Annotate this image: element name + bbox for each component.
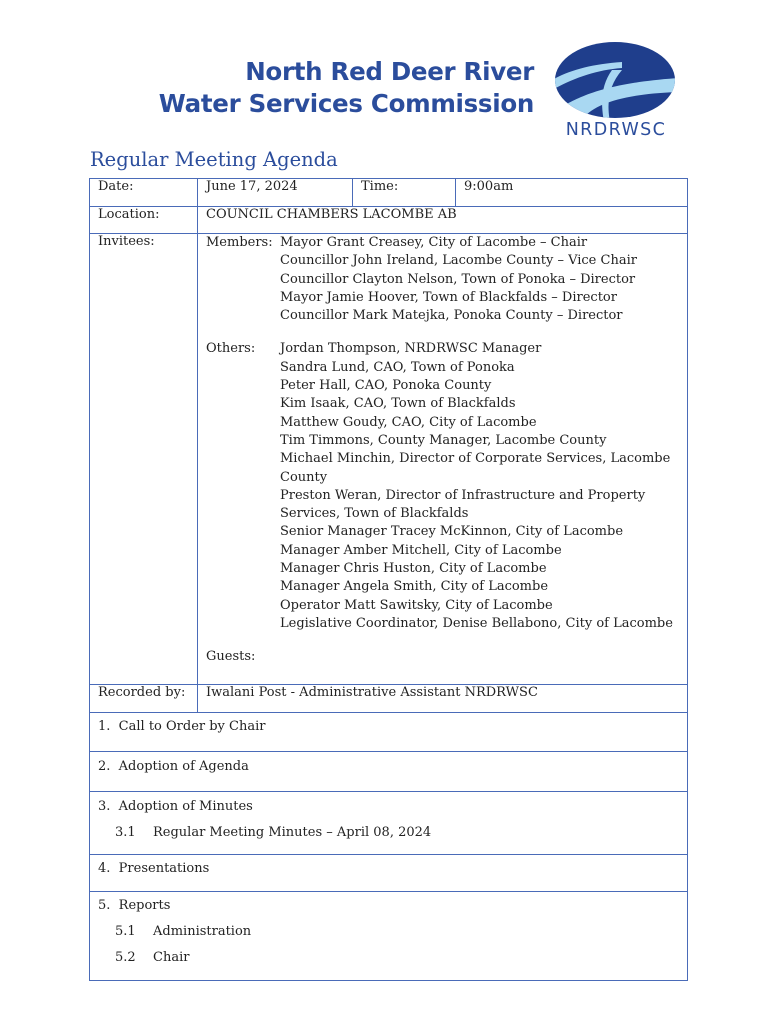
page-title: Regular Meeting Agenda xyxy=(90,148,338,171)
other-item: Manager Amber Mitchell, City of Lacombe xyxy=(280,542,562,558)
other-item: Peter Hall, CAO, Ponoka County xyxy=(280,378,492,394)
agenda-item-5 xyxy=(90,892,688,981)
org-title-line2: Water Services Commission xyxy=(158,89,534,118)
sub-item-text: Administration xyxy=(153,924,252,939)
other-item: Sandra Lund, CAO, Town of Ponoka xyxy=(280,359,515,375)
guests-label: Guests: xyxy=(206,649,256,665)
item-number: 2. xyxy=(98,759,111,774)
date-label: Date: xyxy=(90,179,198,207)
members-label: Members: xyxy=(206,235,273,250)
item-number: 3. xyxy=(98,799,111,814)
other-item: Legislative Coordinator, Denise Bellabono, City of Lacombe xyxy=(280,615,673,631)
other-item: Senior Manager Tracey McKinnon, City of Lacombe xyxy=(280,524,624,540)
org-title xyxy=(159,56,534,120)
sub-item-number: 5.2 xyxy=(115,950,136,965)
recorded-by-value: Iwalani Post - Administrative Assistant NRDRWSC xyxy=(198,685,688,713)
time-value: 9:00am xyxy=(456,179,688,207)
org-title-line1: North Red Deer River xyxy=(245,57,534,86)
member-item: Mayor Jamie Hoover, Town of Blackfalds – Director xyxy=(280,289,617,305)
sub-item xyxy=(98,923,679,941)
other-item: Services, Town of Blackfalds xyxy=(280,506,469,522)
members-list xyxy=(280,234,637,325)
member-item: Mayor Grant Creasey, City of Lacombe – Chair xyxy=(280,235,588,250)
invitees-cell xyxy=(198,234,688,685)
member-item: Councillor Mark Matejka, Ponoka County – Director xyxy=(280,308,623,324)
item-number: 5. xyxy=(98,898,111,913)
others-label: Others: xyxy=(206,341,256,357)
agenda-table xyxy=(89,178,688,981)
other-item: County xyxy=(280,469,328,485)
item-number: 1. xyxy=(98,719,111,734)
member-item: Councillor John Ireland, Lacombe County – Vice Chair xyxy=(280,253,637,269)
member-item: Councillor Clayton Nelson, Town of Ponoka – Director xyxy=(280,271,636,287)
agenda-item-2 xyxy=(90,752,688,792)
sub-item-text: Chair xyxy=(153,950,190,965)
time-label: Time: xyxy=(353,179,456,207)
other-item: Preston Weran, Director of Infrastructure and Property xyxy=(280,487,646,503)
sub-item xyxy=(98,949,679,967)
sub-item xyxy=(98,824,679,842)
item-text: Adoption of Agenda xyxy=(118,759,249,774)
sub-item-number: 3.1 xyxy=(115,825,136,840)
agenda-item-4 xyxy=(90,855,688,892)
others-list xyxy=(280,340,673,633)
other-item: Kim Isaak, CAO, Town of Blackfalds xyxy=(280,396,516,412)
date-row xyxy=(90,179,688,207)
other-item: Matthew Goudy, CAO, City of Lacombe xyxy=(280,414,537,430)
members-group xyxy=(206,234,679,325)
sub-item-number: 5.1 xyxy=(115,924,136,939)
item-text: Presentations xyxy=(118,861,210,876)
other-item: Operator Matt Sawitsky, City of Lacombe xyxy=(280,597,553,613)
recorded-by-label: Recorded by: xyxy=(90,685,198,713)
others-group xyxy=(206,340,679,633)
item-text: Call to Order by Chair xyxy=(118,719,266,734)
date-value: June 17, 2024 xyxy=(198,179,353,207)
location-label: Location: xyxy=(90,207,198,234)
invitees-row xyxy=(90,234,688,685)
other-item: Manager Chris Huston, City of Lacombe xyxy=(280,561,547,577)
location-row xyxy=(90,207,688,234)
invitees-label: Invitees: xyxy=(90,234,198,685)
other-item: Jordan Thompson, NRDRWSC Manager xyxy=(280,341,542,357)
location-value: COUNCIL CHAMBERS LACOMBE AB xyxy=(198,207,688,234)
item-text: Adoption of Minutes xyxy=(118,799,253,814)
recorded-by-row xyxy=(90,685,688,713)
other-item: Manager Angela Smith, City of Lacombe xyxy=(280,579,549,595)
sub-item-text: Regular Meeting Minutes – April 08, 2024 xyxy=(153,825,432,840)
logo-text: NRDRWSC xyxy=(565,120,667,140)
agenda-item-3 xyxy=(90,792,688,855)
item-number: 4. xyxy=(98,861,111,876)
agenda-item-1 xyxy=(90,713,688,752)
other-item: Michael Minchin, Director of Corporate Services, Lacombe xyxy=(280,451,671,467)
item-text: Reports xyxy=(118,898,171,913)
other-item: Tim Timmons, County Manager, Lacombe County xyxy=(280,432,607,448)
